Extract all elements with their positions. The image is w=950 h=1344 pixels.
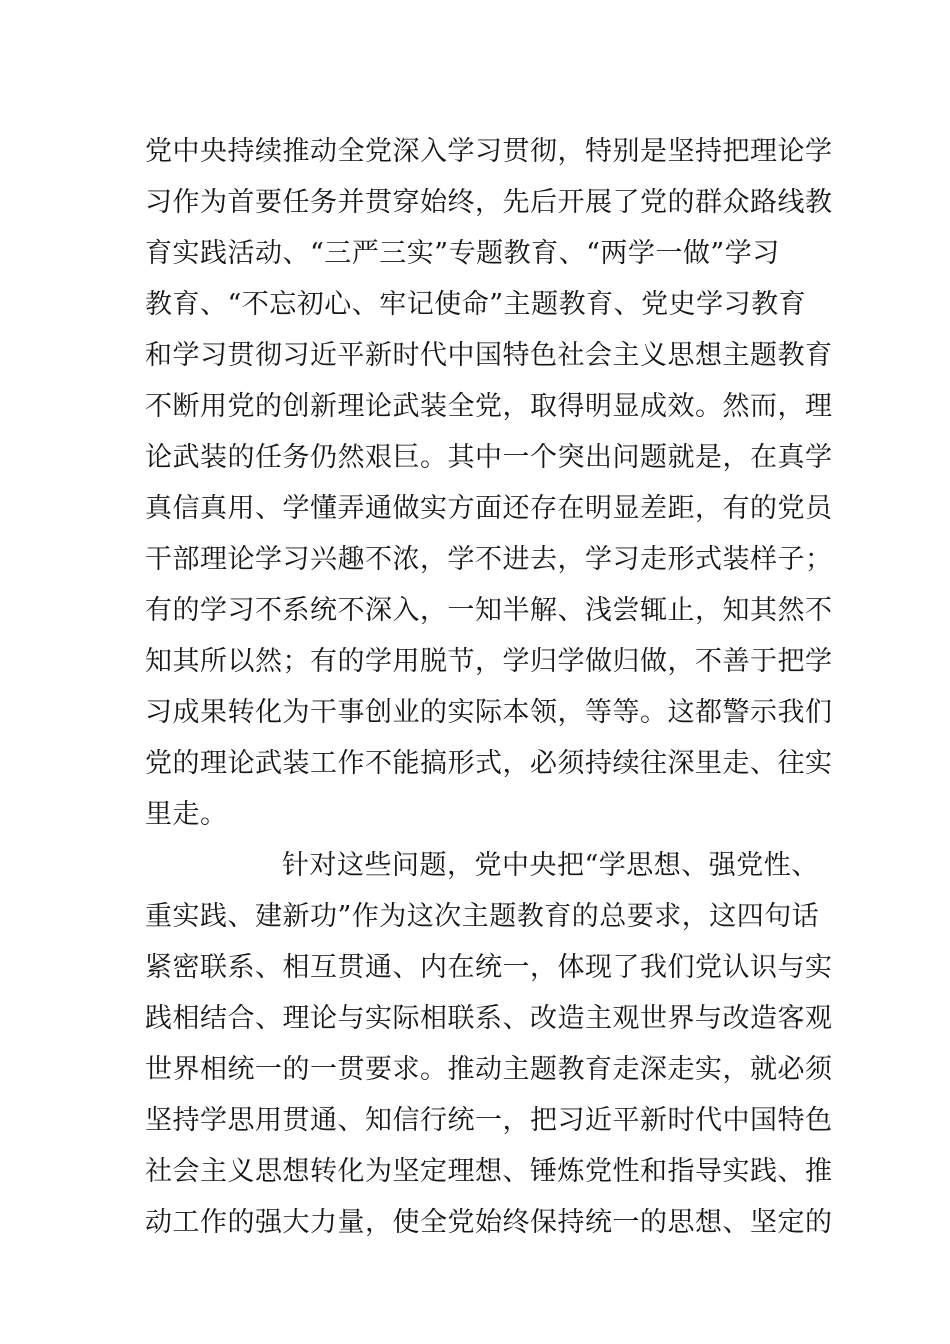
body-text: [145, 126, 833, 1248]
text-line: 和学习贯彻习近平新时代中国特色社会主义思想主题教育: [145, 340, 833, 371]
text-line: 社会主义思想转化为坚定理想、锤炼党性和指导实践、推: [145, 1156, 833, 1187]
text-line: 世界相统一的一贯要求。推动主题教育走深走实，就必须: [145, 1054, 833, 1085]
text-line: 真信真用、学懂弄通做实方面还存在明显差距，有的党员: [145, 493, 833, 524]
text-line: 党的理论武装工作不能搞形式，必须持续往深里走、往实: [145, 748, 833, 779]
text-line: 习作为首要任务并贯穿始终，先后开展了党的群众路线教: [145, 187, 833, 218]
text-line: 不断用党的创新理论武装全党，取得明显成效。然而，理: [145, 391, 833, 422]
text-line: 紧密联系、相互贯通、内在统一，体现了我们党认识与实: [145, 952, 833, 983]
text-line: 教育、“不忘初心、牢记使命”主题教育、党史学习教育: [145, 289, 807, 320]
text-line: 践相结合、理论与实际相联系、改造主观世界与改造客观: [145, 1003, 833, 1034]
text-line: 动工作的强大力量，使全党始终保持统一的思想、坚定的: [145, 1207, 833, 1238]
text-line: 党中央持续推动全党深入学习贯彻，特别是坚持把理论学: [145, 136, 833, 167]
text-line: 干部理论学习兴趣不浓，学不进去，学习走形式装样子；: [145, 544, 833, 575]
text-line: 习成果转化为干事创业的实际本领，等等。这都警示我们: [145, 697, 833, 728]
text-line: 论武装的任务仍然艰巨。其中一个突出问题就是，在真学: [145, 442, 833, 473]
text-line: 坚持学思用贯通、知信行统一，把习近平新时代中国特色: [145, 1105, 833, 1136]
paragraph-start-line: 针对这些问题，党中央把“学思想、强党性、: [282, 850, 819, 881]
text-line: 育实践活动、“三严三实”专题教育、“两学一做”学习: [145, 238, 780, 269]
text-line: 知其所以然；有的学用脱节，学归学做归做，不善于把学: [145, 646, 833, 677]
text-line: 重实践、建新功”作为这次主题教育的总要求，这四句话: [145, 901, 820, 932]
text-line: 有的学习不系统不深入，一知半解、浅尝辄止，知其然不: [145, 595, 833, 626]
text-line: 里走。: [145, 799, 228, 830]
